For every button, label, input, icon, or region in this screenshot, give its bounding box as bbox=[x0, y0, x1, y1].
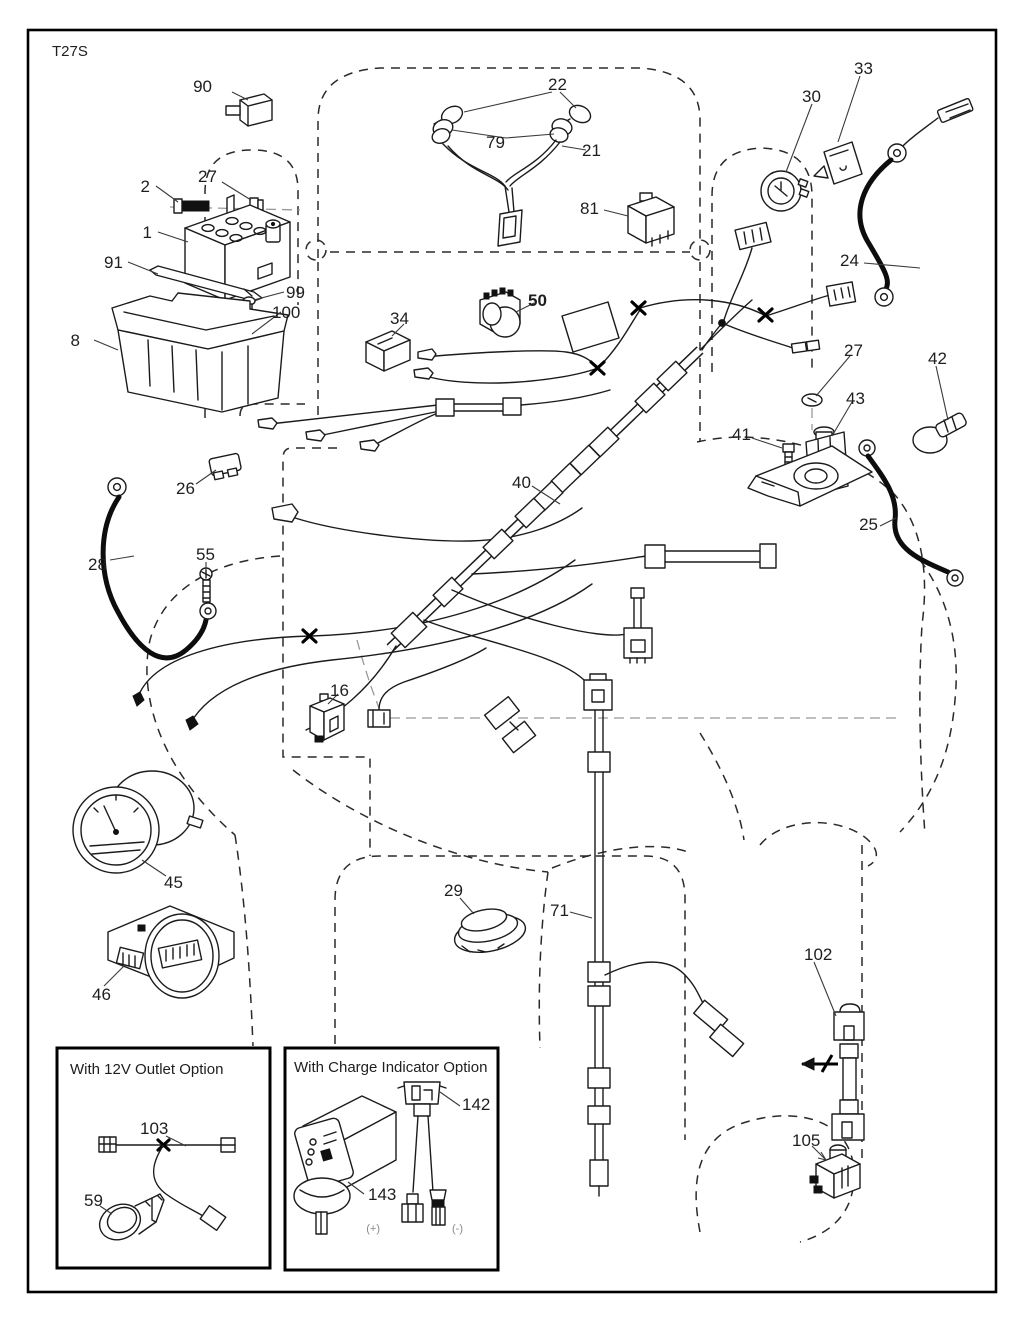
callout-50: 50 bbox=[528, 291, 547, 310]
headlight-harness-group bbox=[430, 102, 593, 246]
flasher-module-icon bbox=[814, 142, 862, 184]
ground-screw-icon bbox=[200, 568, 216, 619]
battery-cable-24 bbox=[860, 98, 973, 306]
interlock-switch-icon bbox=[310, 694, 344, 742]
callout-81: 81 bbox=[580, 199, 599, 218]
solenoid-group bbox=[748, 394, 968, 586]
callout-46: 46 bbox=[92, 985, 111, 1004]
callout-71: 71 bbox=[550, 901, 569, 920]
solenoid-cable-25 bbox=[859, 440, 963, 586]
callout-26: 26 bbox=[176, 479, 195, 498]
hourmeter-gauge-icon bbox=[108, 906, 234, 998]
outlet-option-title: With 12V Outlet Option bbox=[70, 1061, 224, 1078]
diagonal-connector-icon bbox=[485, 697, 536, 753]
terminal-boot-icon bbox=[913, 412, 968, 453]
callout-28: 28 bbox=[88, 555, 107, 574]
headlight-bulb-right-icon bbox=[548, 102, 593, 144]
callout-99: 99 bbox=[286, 283, 305, 302]
ammeter-gauge-icon bbox=[73, 771, 203, 873]
ground-cable-28 bbox=[103, 478, 206, 658]
battery-tray-icon bbox=[112, 293, 288, 412]
charge-option-inset bbox=[285, 1048, 498, 1270]
connector-90-icon bbox=[226, 94, 272, 126]
callout-34: 34 bbox=[390, 309, 409, 328]
callout-16: 16 bbox=[330, 681, 349, 700]
callout-41: 41 bbox=[732, 425, 751, 444]
charge-option-title: With Charge Indicator Option bbox=[294, 1059, 488, 1076]
callout-42: 42 bbox=[928, 349, 947, 368]
callout-1: 1 bbox=[142, 223, 152, 242]
callout-90: 90 bbox=[193, 77, 212, 96]
callout-100: 100 bbox=[272, 303, 301, 322]
outlet-option-inset bbox=[57, 1048, 270, 1268]
callout-91: 91 bbox=[104, 253, 123, 272]
callout-24: 24 bbox=[840, 251, 859, 270]
ribbed-connector-icon bbox=[735, 222, 771, 249]
hourmeter-50-icon bbox=[480, 288, 520, 337]
callout-27b: 27 bbox=[844, 341, 863, 360]
callout-142: 142 bbox=[462, 1095, 491, 1114]
plus-terminal-label: (+) bbox=[366, 1223, 380, 1235]
headlight-connector-icon bbox=[498, 210, 522, 246]
diagram-title: T27S bbox=[52, 43, 88, 60]
callout-59: 59 bbox=[84, 1191, 103, 1210]
relay-icon bbox=[628, 193, 674, 246]
minus-terminal-label: (-) bbox=[452, 1223, 463, 1235]
battery-group bbox=[112, 94, 300, 412]
callout-105: 105 bbox=[792, 1131, 821, 1150]
inline-connector-right bbox=[645, 544, 776, 568]
callout-22: 22 bbox=[548, 75, 567, 94]
callout-103: 103 bbox=[140, 1119, 169, 1138]
fuse-icon bbox=[209, 453, 242, 480]
callout-79: 79 bbox=[486, 133, 505, 152]
callout-25: 25 bbox=[859, 515, 878, 534]
callout-30: 30 bbox=[802, 87, 821, 106]
callout-2: 2 bbox=[140, 177, 150, 196]
callout-33: 33 bbox=[854, 59, 873, 78]
callout-102: 102 bbox=[804, 945, 833, 964]
small-connector-icon bbox=[368, 710, 390, 727]
callout-55: 55 bbox=[196, 545, 215, 564]
callout-45: 45 bbox=[164, 873, 183, 892]
callout-27a: 27 bbox=[198, 167, 217, 186]
callout-29: 29 bbox=[444, 881, 463, 900]
flag-connector-icon bbox=[562, 302, 619, 352]
callout-143: 143 bbox=[368, 1185, 397, 1204]
callout-43: 43 bbox=[846, 389, 865, 408]
valve-105-icon bbox=[810, 1145, 860, 1198]
callout-21: 21 bbox=[582, 141, 601, 160]
headlight-bulb-left-icon bbox=[430, 103, 465, 146]
pin-connector-icon bbox=[624, 588, 652, 663]
seat-switch-cap-icon bbox=[451, 905, 528, 958]
inline-fuse-holder bbox=[258, 390, 610, 451]
ignition-switch-icon bbox=[761, 171, 809, 211]
callout-40: 40 bbox=[512, 473, 531, 492]
callout-8: 8 bbox=[70, 331, 80, 350]
harness-71 bbox=[584, 674, 744, 1196]
switch-34-icon bbox=[366, 331, 410, 371]
